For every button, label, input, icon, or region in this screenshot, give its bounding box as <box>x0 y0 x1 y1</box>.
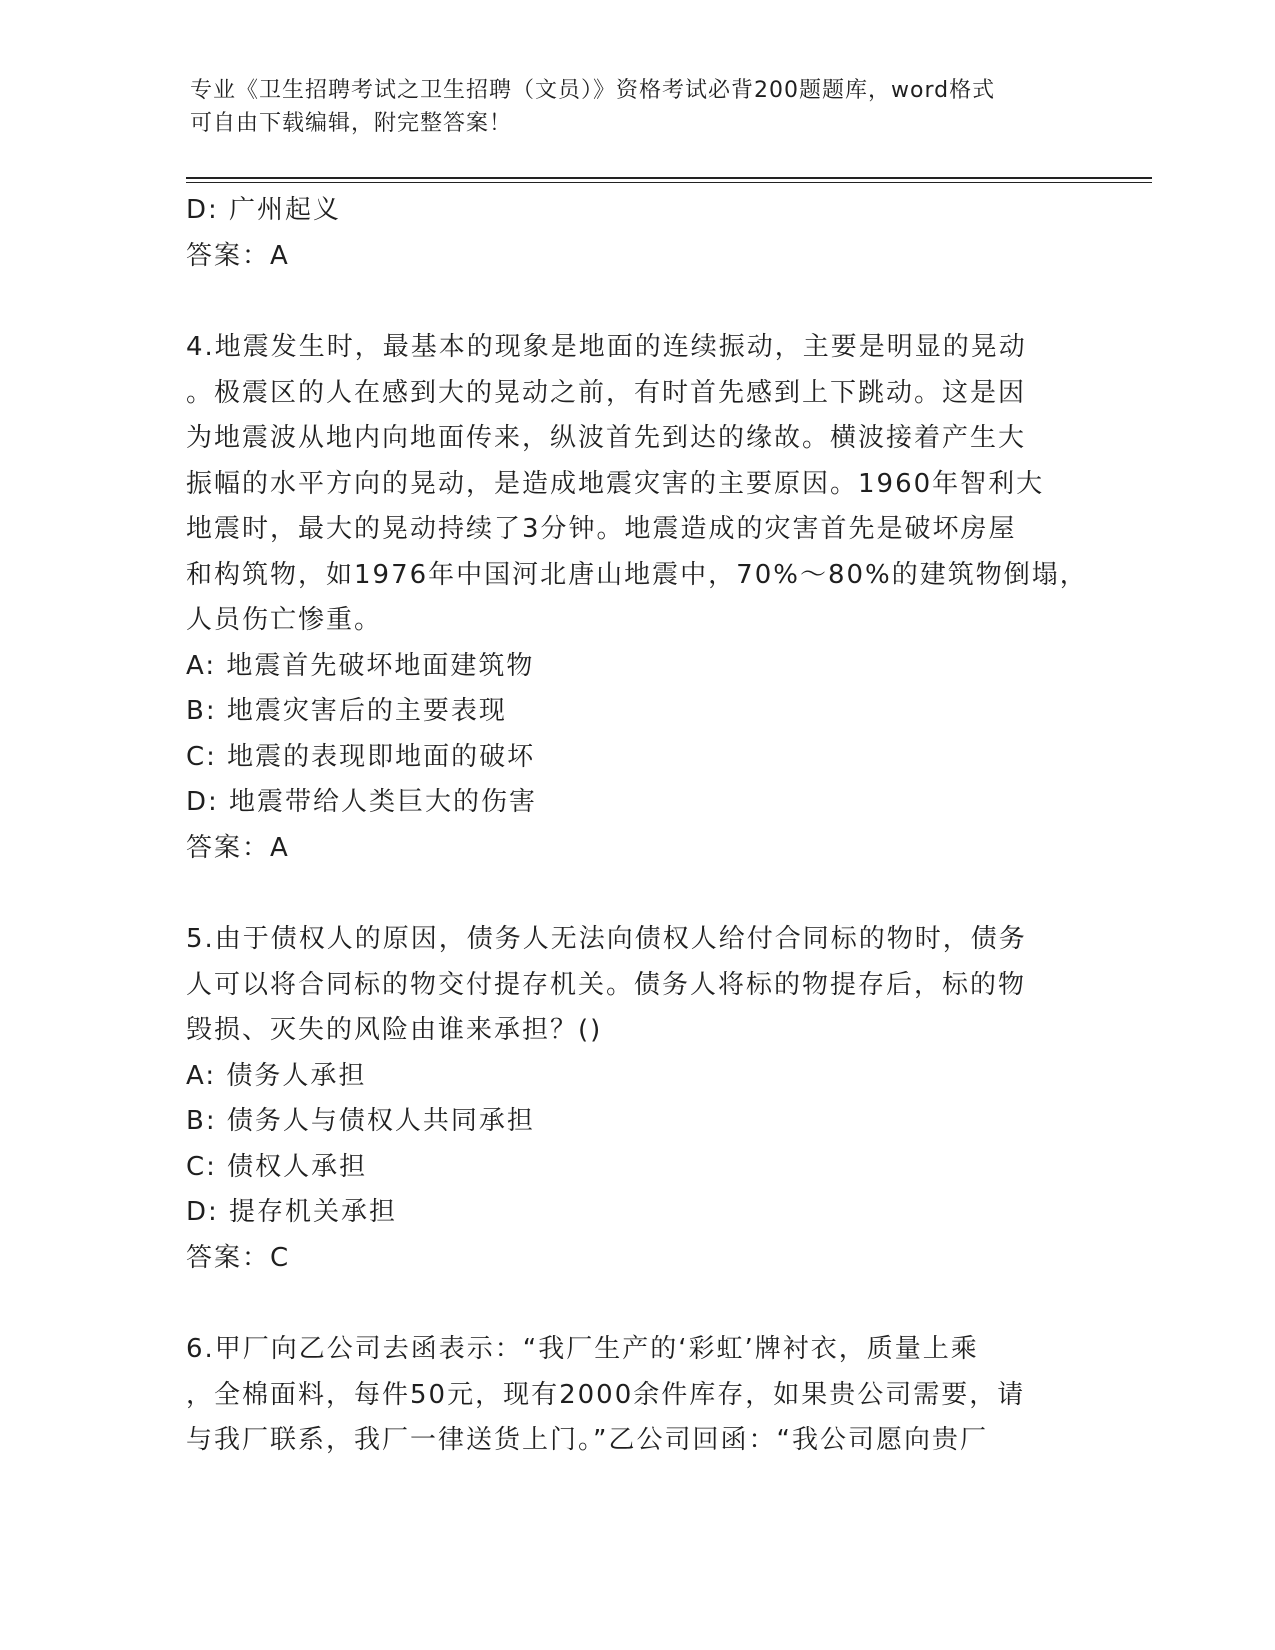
question-stem-line: 人可以将合同标的物交付提存机关。债务人将标的物提存后，标的物 <box>186 969 1027 1000</box>
question-stem-line: 地震时，最大的晃动持续了3分钟。地震造成的灾害首先是破坏房屋 <box>186 514 1017 544</box>
question-3 <box>186 188 1066 279</box>
option-a: A: 债务人承担 <box>186 1060 367 1091</box>
question-stem-line: 5.由于债权人的原因，债务人无法向债权人给付合同标的物时，债务 <box>186 924 1027 954</box>
question-stem-line: 4.地震发生时，最基本的现象是地面的连续振动，主要是明显的晃动 <box>186 332 1027 362</box>
spacer <box>186 871 1066 917</box>
answer-label: 答案：A <box>186 832 290 863</box>
header-title-line-1: 专业《卫生招聘考试之卫生招聘（文员）》资格考试必背200题题库，word格式 <box>190 78 996 103</box>
header-divider-thin <box>186 182 1152 183</box>
header-title-line-2: 可自由下载编辑，附完整答案！ <box>190 111 513 136</box>
spacer <box>186 279 1066 325</box>
question-stem-line: 。极震区的人在感到大的晃动之前，有时首先感到上下跳动。这是因 <box>186 377 1027 408</box>
question-5 <box>186 917 1066 1281</box>
answer-label: 答案：C <box>186 1242 291 1273</box>
answer-label: 答案：A <box>186 240 290 271</box>
document-body <box>186 188 1088 1464</box>
question-stem-line: 与我厂联系，我厂一律送货上门。”乙公司回函：“我公司愿向贵厂 <box>186 1425 988 1455</box>
option-d: D: 提存机关承担 <box>186 1197 398 1227</box>
question-stem-line: 为地震波从地内向地面传来，纵波首先到达的缘故。横波接着产生大 <box>186 423 1027 453</box>
question-stem-line: ，全棉面料，每件50元，现有2000余件库存，如果贵公司需要，请 <box>186 1379 1026 1410</box>
header-divider-thick <box>186 177 1152 179</box>
option-d: D: 地震带给人类巨大的伤害 <box>186 787 538 817</box>
option-a: A: 地震首先破坏地面建筑物 <box>186 650 535 681</box>
question-6 <box>186 1327 1066 1464</box>
option-b: B: 债务人与债权人共同承担 <box>186 1106 535 1136</box>
option-d: D: 广州起义 <box>186 195 342 225</box>
question-stem-line: 6.甲厂向乙公司去函表示：“我厂生产的‘彩虹’牌衬衣，质量上乘 <box>186 1334 979 1364</box>
option-c: C: 地震的表现即地面的破坏 <box>186 741 536 772</box>
option-c: C: 债权人承担 <box>186 1151 368 1182</box>
option-b: B: 地震灾害后的主要表现 <box>186 696 507 726</box>
document-header <box>190 74 1070 140</box>
spacer <box>186 1281 1066 1327</box>
question-stem-line: 人员伤亡惨重。 <box>186 605 383 635</box>
question-stem-line: 和构筑物，如1976年中国河北唐山地震中，70%～80%的建筑物倒塌， <box>186 559 1088 590</box>
question-4 <box>186 325 1088 871</box>
question-stem-line: 毁损、灭失的风险由谁来承担？() <box>186 1015 603 1045</box>
question-stem-line: 振幅的水平方向的晃动，是造成地震灾害的主要原因。1960年智利大 <box>186 468 1045 499</box>
